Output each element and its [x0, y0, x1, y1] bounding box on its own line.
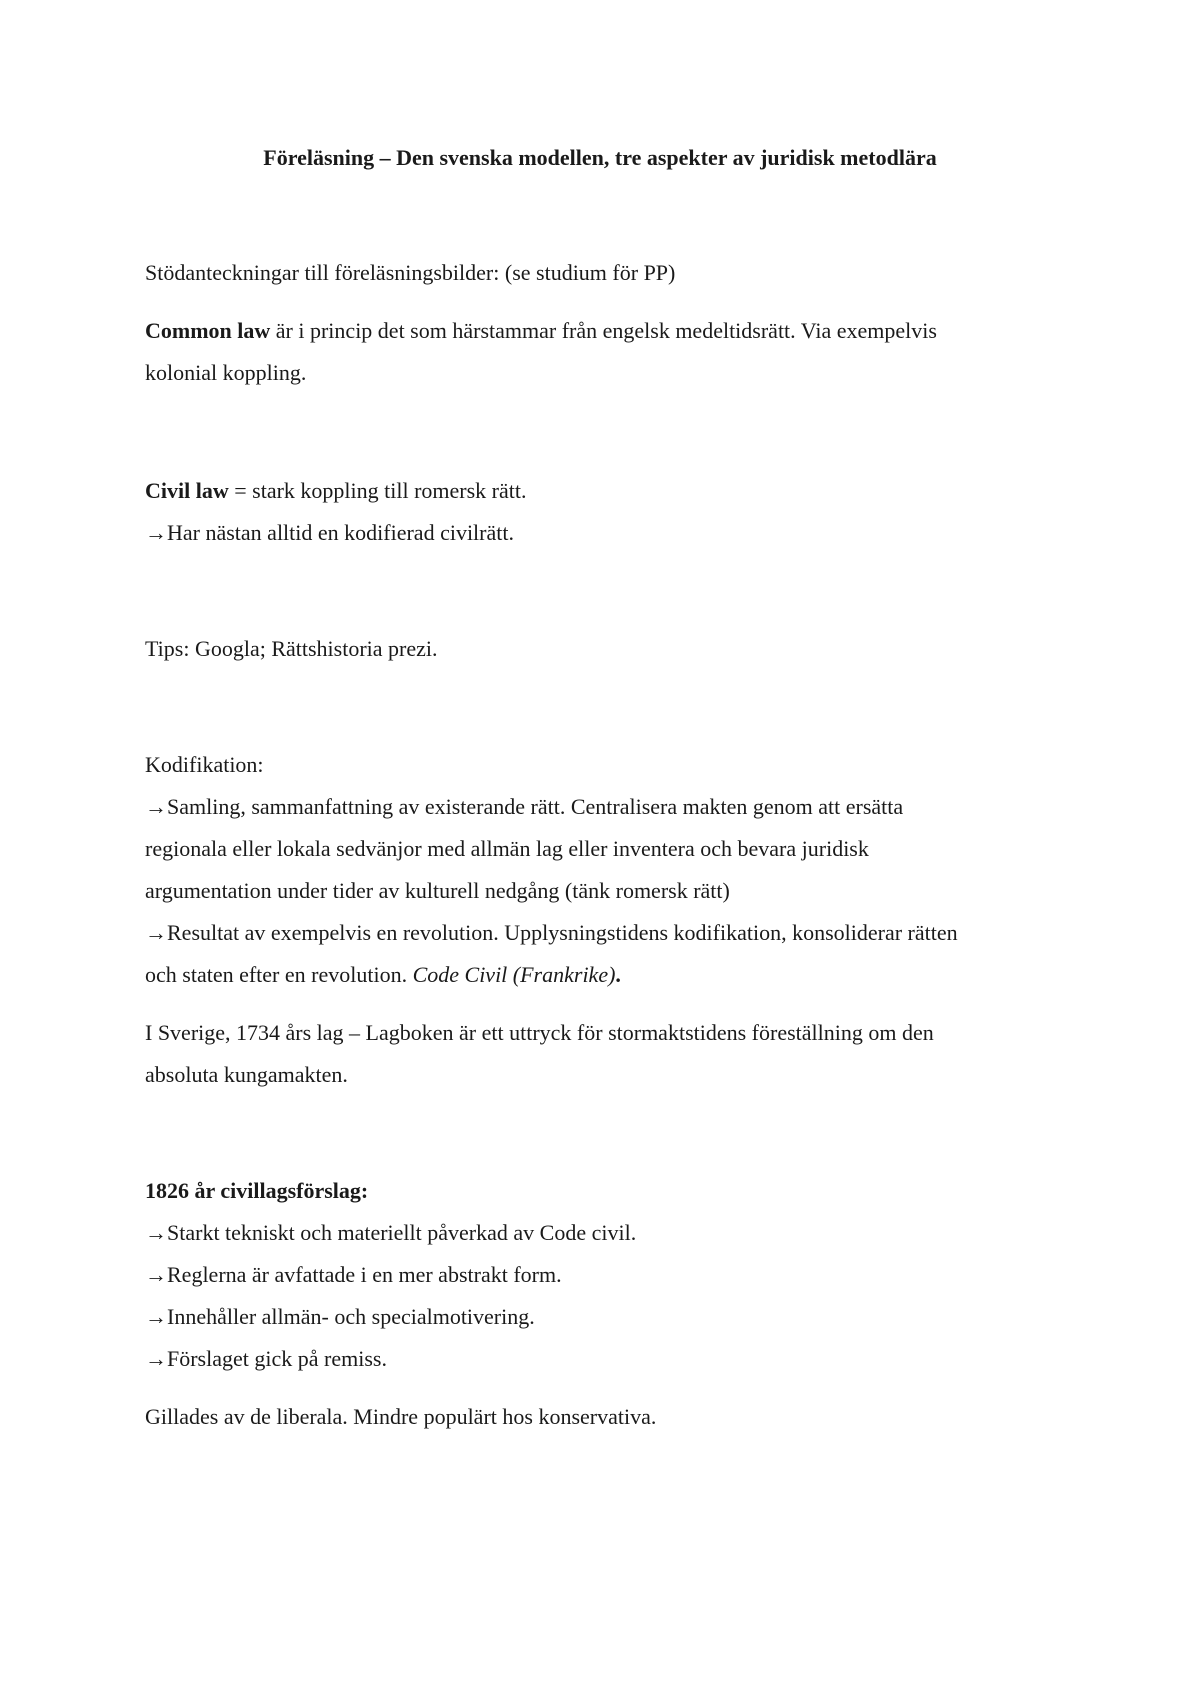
closing-text: Gillades av de liberala. Mindre populärt hos konservativa. [145, 1404, 657, 1429]
civil-law-term: Civil law [145, 478, 229, 503]
forslag-heading [145, 1176, 368, 1206]
kodifikation-line: →Samling, sammanfattning av existerande rätt. Centralisera makten genom att ersätta [145, 794, 904, 819]
forslag-item: →Förslaget gick på remiss. [145, 1346, 387, 1371]
tips-text: Tips: Googla; Rättshistoria prezi. [145, 636, 438, 661]
civil-law-arrow-line: →Har nästan alltid en kodifierad civilrätt. [145, 520, 514, 545]
code-civil-reference: Code Civil (Frankrike) [412, 962, 616, 987]
civil-law-text: = stark koppling till romersk rätt. [228, 478, 527, 503]
forslag-item: →Reglerna är avfattade i en mer abstrakt form. [145, 1262, 562, 1287]
kodifikation-line: →Resultat av exempelvis en revolution. Upplysningstidens kodifikation, konsoliderar rätten [145, 920, 958, 945]
forslag-item: →Starkt tekniskt och materiellt påverkad av Code civil. [145, 1220, 637, 1245]
page-title: Föreläsning – Den svenska modellen, tre aspekter av juridisk metodlära [263, 145, 937, 170]
intro-text: Stödanteckningar till föreläsningsbilder: (se studium för PP) [145, 260, 676, 285]
common-law-term: Common law [145, 318, 271, 343]
common-law-line-2: kolonial koppling. [145, 360, 307, 385]
sverige-line-1: I Sverige, 1734 års lag – Lagboken är ett uttryck för stormaktstidens föreställning om den [145, 1020, 934, 1045]
common-law-text: är i princip det som härstammar från engelsk medeltidsrätt. Via exempelvis [270, 318, 937, 343]
kodifikation-last-line-end: . [615, 962, 621, 987]
kodifikation-last-line-start: och staten efter en revolution. [145, 962, 413, 987]
kodifikation-last-line [145, 960, 621, 990]
civil-law-line [145, 476, 527, 506]
kodifikation-line: regionala eller lokala sedvänjor med allmän lag eller inventera och bevara juridisk [145, 836, 869, 861]
forslag-heading-text: 1826 år civillagsförslag: [145, 1178, 369, 1203]
forslag-item: →Innehåller allmän- och specialmotivering. [145, 1304, 535, 1329]
kodifikation-heading: Kodifikation: [145, 752, 264, 777]
kodifikation-line: argumentation under tider av kulturell nedgång (tänk romersk rätt) [145, 878, 730, 903]
sverige-line-2: absoluta kungamakten. [145, 1062, 348, 1087]
common-law-line-1 [145, 316, 937, 346]
